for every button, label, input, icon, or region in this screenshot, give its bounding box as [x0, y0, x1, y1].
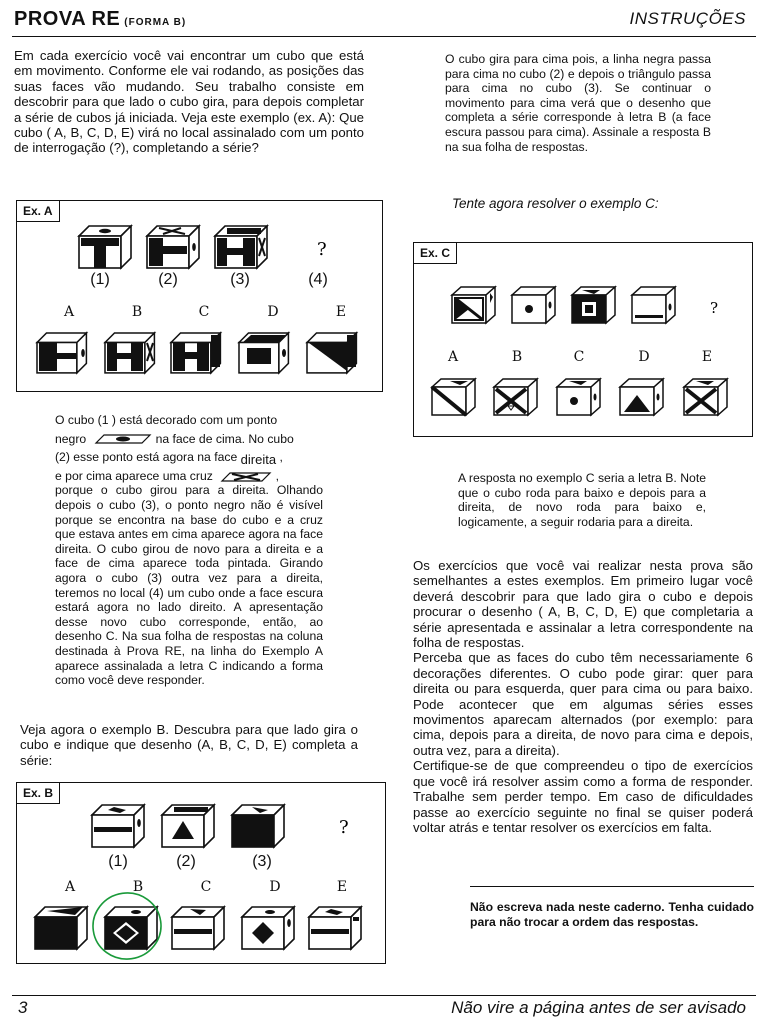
- example-a-panel: [16, 200, 383, 392]
- notice-rule: [470, 886, 754, 887]
- example-b-label-c: C: [200, 879, 212, 895]
- try-example-c: Tente agora resolver o exemplo C:: [452, 196, 659, 211]
- test-title: PROVA RE (FORMA B): [14, 8, 187, 30]
- example-c-label-a: A: [447, 349, 459, 365]
- example-c-panel: [413, 242, 753, 437]
- example-b-option-d: [242, 907, 294, 949]
- example-a-label-a: A: [63, 304, 75, 320]
- example-c-option-e: [684, 379, 727, 415]
- footer-warning: Não vire a página antes de ser avisado: [451, 998, 746, 1017]
- intro-paragraph: Em cada exercício você vai encontrar um cubo que está em movimento. Conforme ele vai rodando, as posições das suas faces vão mudando. Seu trabalho consiste em descobrir para que lado o cubo gira, para depois completar a série de cubos já iniciada. Veja este exemplo (ex. A): Que cubo ( A, B, C, D, E) virá no local assinalado com um ponto de interrogação (?), completando a série?: [14, 48, 364, 156]
- example-a-number-4: (4): [308, 271, 328, 288]
- page-number: 3: [18, 998, 28, 1017]
- example-b-number-3: (3): [252, 853, 272, 870]
- header-rule: [12, 36, 756, 37]
- instructions-text: Os exercícios que você vai realizar nesta prova são semelhantes a estes exemplos. Em primeiro lugar você deverá descobrir para que lado gira o cubo e depois procurar o desenho ( A, B, C, D, E) que completaria a série apresentada e assinalar a letra correspondente na folha de respostas. Perceba que as faces do cubo têm necessariamente 6 decorações diferentes. O cubo pode girar: quer para direita ou para esquerda, quer para cima ou para baixo. Pode acontecer que em algumas séries esses movimentos aparecam alternados (por exemplo: para cima, depois para a direita, de novo para cima e depois, outra vez, para a direita). Certifique-se de que compreendeu o tipo de exercícios que você irá resolver assim como a forma de responder. Trabalhe sem perder tempo. Em caso de dificuldades passe ao exercício seguinte no final se quiser poderá voltar atrás e tentar resolver os exercícios em falta.: [413, 558, 753, 835]
- test-form: (FORMA B): [124, 17, 187, 28]
- example-c-label-e: E: [701, 349, 713, 365]
- example-a-option-e: [307, 333, 356, 373]
- example-b-question: ?: [339, 817, 349, 838]
- example-a-explanation: O cubo (1 ) está decorado com um ponto negro na face de cima. No cubo (2) esse ponto está agora na face direita , e por cima aparece uma cruz , porque o cubo girou para a direita. Olhando depois o cubo (3), o ponto negro não é visível porque se encontra na base do cubo e a cruz que estava antes em cima aparece agora na face direita. O cubo girou de novo para a direita e a face de cima aparece toda pintada. Girando agora o cubo (3) outra vez para a direita, teremos no local (4) um cubo onde a face escura estará agora no lado direito. A apresentação desse novo cubo corresponde, então, ao desenho C. Na sua folha de respostas na coluna destinada à Prova RE, na linha do Exemplo A aparece assinalada a letra C indicando a forma como você deve responder.: [55, 413, 323, 688]
- example-c-cube-4: [632, 287, 675, 323]
- example-b-option-c: [172, 907, 224, 949]
- example-b-label-b: B: [132, 879, 144, 895]
- example-a-number-1: (1): [90, 271, 110, 288]
- cross-face-icon: [220, 471, 272, 483]
- example-b-number-1: (1): [108, 853, 128, 870]
- example-a-cube-1: [79, 226, 131, 268]
- example-a-b-explanation: O cubo gira para cima pois, a linha negra passa para cima no cubo (2) e depois o triângulo passa para cima no cubo (3). Se continuar o movimento para cima verá que o desenho que completa a série corresponde à letra B (a face escura passou para cima). Assinale a resposta B na sua folha de respostas.: [445, 52, 711, 154]
- example-b-option-a: [35, 907, 87, 949]
- example-a-label-c: C: [198, 304, 210, 320]
- example-c-cube-1: [452, 287, 495, 323]
- example-a-cubes: [17, 201, 382, 391]
- example-a-option-b: [105, 333, 154, 373]
- example-a-label-b: B: [131, 304, 143, 320]
- example-b-cubes: [17, 783, 385, 963]
- example-a-cube-3: [215, 226, 267, 268]
- notice-text: Não escreva nada neste caderno. Tenha cuidado para não trocar a ordem das respostas.: [470, 900, 754, 929]
- example-b-cube-3: [232, 805, 284, 847]
- example-b-option-b: [105, 907, 157, 949]
- example-c-cubes: [414, 243, 752, 436]
- example-c-label-c: C: [573, 349, 585, 365]
- example-b-tag: Ex. B: [16, 782, 60, 804]
- example-c-option-d: [620, 379, 663, 415]
- example-c-answer: A resposta no exemplo C seria a letra B. Note que o cubo roda para baixo e depois para a direita, de novo roda para baixo e, logicamente, a seguir rodaria para a direita.: [458, 471, 706, 529]
- footer-rule: [12, 995, 756, 996]
- dot-face-icon: [94, 433, 152, 445]
- example-b-option-e: [309, 907, 361, 949]
- example-b-cube-2: [162, 805, 214, 847]
- example-a-question: ?: [317, 239, 327, 260]
- example-a-cube-2: [147, 226, 199, 268]
- example-b-label-e: E: [336, 879, 348, 895]
- example-c-cube-3: [572, 287, 615, 323]
- example-b-label-d: D: [269, 879, 281, 895]
- example-c-label-b: B: [511, 349, 523, 365]
- example-b-label-a: A: [64, 879, 76, 895]
- example-b-cube-1: [92, 805, 144, 847]
- example-a-tag: Ex. A: [16, 200, 60, 222]
- example-c-tag: Ex. C: [413, 242, 457, 264]
- example-a-number-3: (3): [230, 271, 250, 288]
- example-b-panel: [16, 782, 386, 964]
- example-c-option-c: [557, 379, 600, 415]
- example-c-option-a: [432, 379, 475, 415]
- example-b-intro: Veja agora o exemplo B. Descubra para que lado gira o cubo e indique que desenho (A, B, C, D, E) completa a série:: [20, 722, 358, 768]
- example-b-number-2: (2): [176, 853, 196, 870]
- example-a-option-d: [239, 333, 288, 373]
- example-c-question: ?: [710, 299, 719, 317]
- example-a-label-d: D: [267, 304, 279, 320]
- section-title: INSTRUÇÕES: [629, 9, 746, 28]
- example-a-number-2: (2): [158, 271, 178, 288]
- example-c-cube-2: [512, 287, 555, 323]
- example-a-label-e: E: [335, 304, 347, 320]
- example-a-option-c: [171, 333, 220, 373]
- example-c-label-d: D: [638, 349, 650, 365]
- example-c-option-b: [494, 379, 537, 415]
- example-a-option-a: [37, 333, 86, 373]
